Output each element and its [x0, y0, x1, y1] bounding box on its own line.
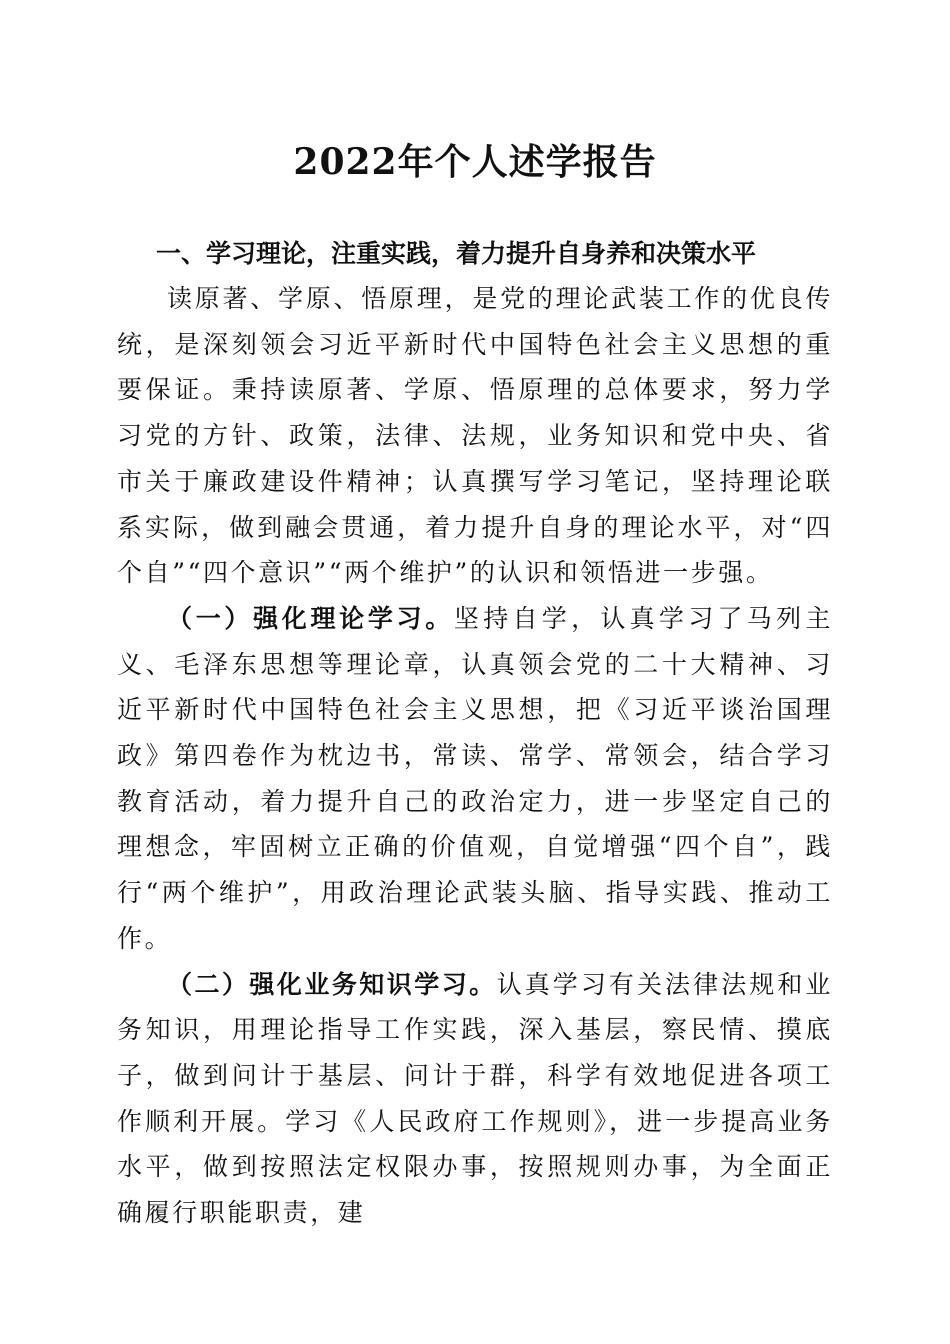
paragraph-text: 读原著、学原、悟原理，是党的理论武装工作的优良传统，是深刻领会习近平新时代中国特色社会主义思想的重要保证。秉持读原著、学原、悟原理的总体要求，努力学习党的方针、政策，法律、法规，业务知识和党中央、省市关于廉政建设件精神；认真撰写学习笔记，坚持理论联系实际，做到融会贯通，着力提升自身的理论水平，对“四个自”“四个意识”“两个维护”的认识和领悟进一步强。: [117, 284, 833, 588]
paragraph-lead: （一）强化理论学习。: [167, 603, 454, 633]
paragraph-lead: （二）强化业务知识学习。: [167, 969, 497, 999]
paragraph-text: 坚持自学，认真学习了马列主义、毛泽东思想等理论章，认真领会党的二十大精神、习近平新时代中国特色社会主义思想，把《习近平谈治国理政》第四卷作为枕边书，常读、常学、常领会，结合学习教育活动，着力提升自己的政治定力，进一步坚定自己的理想念，牢固树立正确的价值观，自觉增强“四个自”，践行“两个维护”，用政治理论武装头脑、指导实践、推动工作。: [117, 603, 833, 953]
document-body: [117, 276, 833, 1236]
paragraph-text: 认真学习有关法律法规和业务知识，用理论指导工作实践，深入基层，察民情、摸底子，做到问计于基层、问计于群，科学有效地促进各项工作顺利开展。学习《人民政府工作规则》，进一步提高业务水平，做到按照法定权限办事，按照规则办事，为全面正确履行职能职责，建: [117, 969, 833, 1228]
paragraph-theory-study: [117, 596, 833, 962]
paragraph-intro: [117, 276, 833, 596]
document-title: 2022年个人述学报告: [293, 141, 657, 183]
section-heading: 一、学习理论，注重实践，着力提升自身养和决策水平: [156, 239, 757, 268]
paragraph-business-study: [117, 962, 833, 1236]
